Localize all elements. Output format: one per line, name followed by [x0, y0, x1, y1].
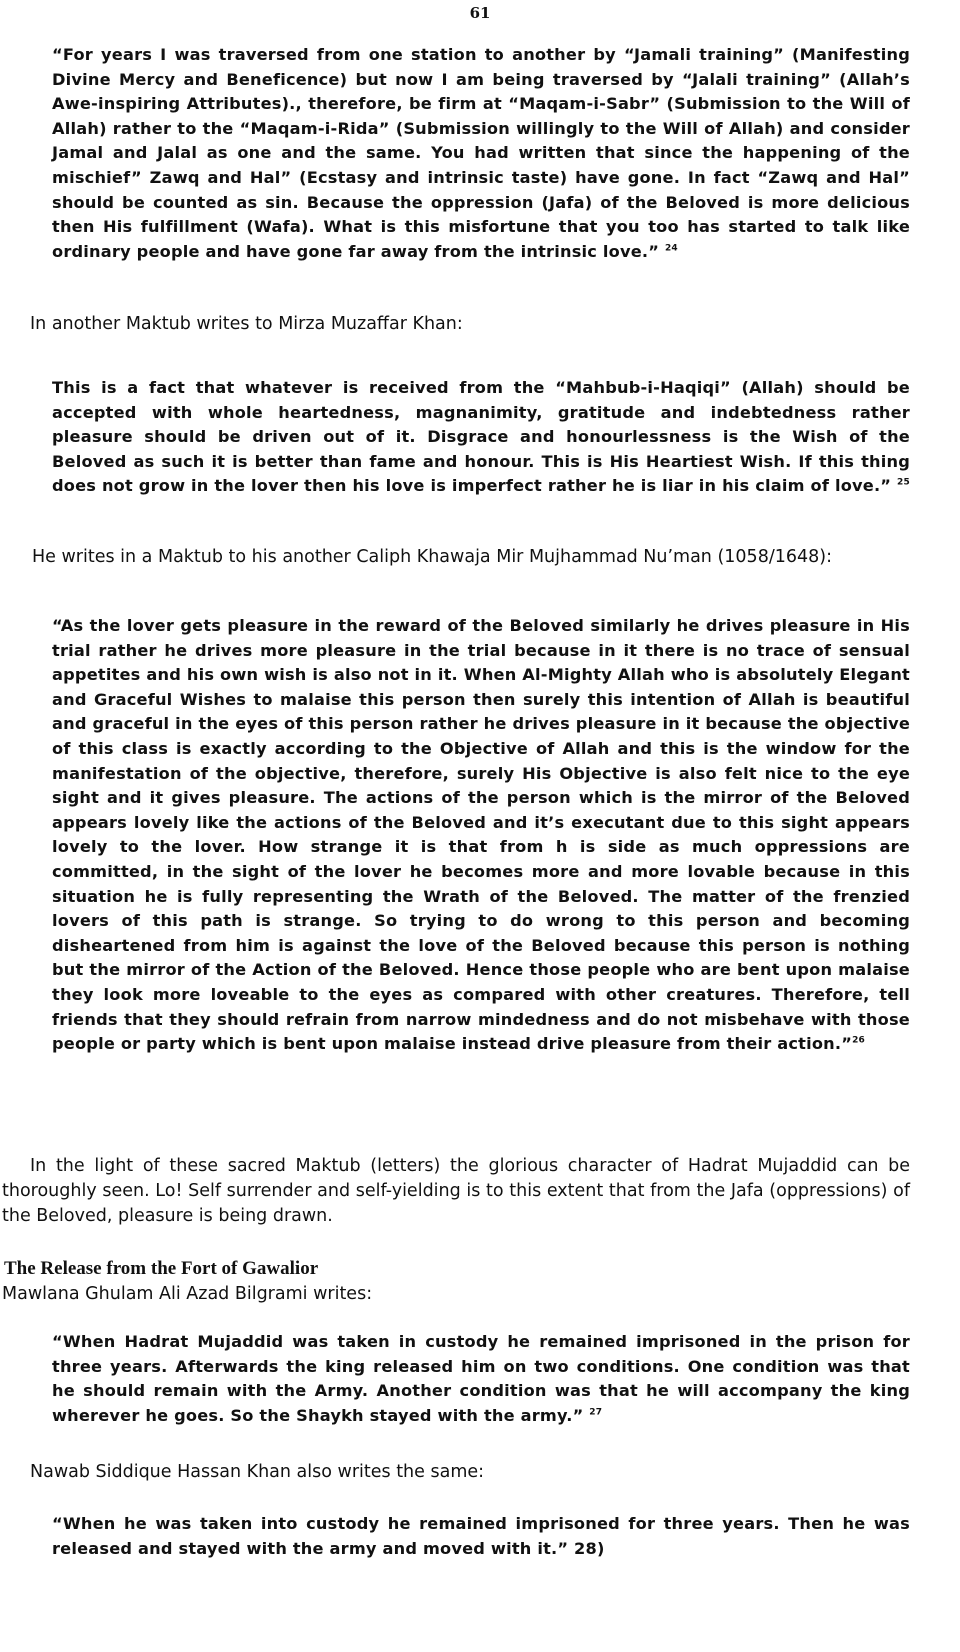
footnote-ref-26: 26 [852, 1035, 865, 1046]
section-heading: The Release from the Fort of Gawalior [4, 1258, 319, 1279]
block-quote-4 [52, 1330, 910, 1428]
paragraph-5: Nawab Siddique Hassan Khan also writes the same: [30, 1462, 485, 1482]
block-quote-2 [52, 376, 910, 499]
footnote-ref-25: 25 [896, 477, 910, 488]
paragraph-3: In the light of these sacred Maktub (letters) the glorious character of Hadrat Mujaddid can be thoroughly seen. Lo! Self surrender and self-yielding is to this extent that from the Jafa (oppressions) of the Beloved, pleasure is being drawn. [2, 1156, 910, 1226]
quote-3-text: “As the lover gets pleasure in the reward of the Beloved similarly he drives pleasure in His trial rather he drives more pleasure in the trial because in it there is no trace of sensual appetites and his own wish is also not in it. When Al-Mighty Allah who is absolutely Elegant and Graceful Wishes to malaise this person then surely this intention of Allah is beautiful and graceful in the eyes of this person rather he drives pleasure in it because the objective of this class is exactly according to the Objective of Allah and this is the window for the manifestation of the objective, therefore, surely His Objective is also felt nice to the eye sight and it gives pleasure. The actions of the person which is the mirror of the Beloved appears lovely like the actions of the Beloved and it’s executant due to this sight appears lovely to the lover. How strange it is that from h is side as much oppressions are committed, in the sight of the lover he becomes more and more lovable because in this situation he is fully representing the Wrath of the Beloved. The matter of the frenzied lovers of this path is strange. So trying to do wrong to this person and becoming disheartened from him is against the love of the Beloved because this person is nothing but the mirror of the Action of the Beloved. Hence those people who are bent upon malaise they look more loveable to the eyes as compared with other creatures. Therefore, tell friends that they should refrain from narrow mindedness and do not misbehave with those people or party which is bent upon malaise instead drive pleasure from their action.” [52, 616, 910, 1054]
paragraph-2: He writes in a Maktub to his another Caliph Khawaja Mir Mujhammad Nu’man (1058/1648): [32, 547, 832, 567]
quote-2-text: This is a fact that whatever is received from the “Mahbub-i-Haqiqi” (Allah) should be accepted with whole heartedness, magnanimity, gratitude and indebtedness rather pleasure should be driven out of it. Disgrace and honourlessness is the Wish of the Beloved as such it is better than fame and honour. This is His Heartiest Wish. If this thing does not grow in the lover then his love is imperfect rather he is liar in his claim of love.” [52, 378, 910, 496]
block-quote-3 [52, 614, 910, 1057]
quote-1-text: “For years I was traversed from one station to another by “Jamali training” (Manifesting Divine Mercy and Beneficence) but now I am being traversed by “Jalali training” (Allah’s Awe-inspiring Attributes)., therefore, be firm at “Maqam-i-Sabr” (Submission to the Will of Allah) rather to the “Maqam-i-Rida” (Submission willingly to the Will of Allah) and consider Jamal and Jalal as one and the same. You had written that since the happening of the mischief” Zawq and Hal” (Ecstasy and intrinsic taste) have gone. In fact “Zawq and Hal” should be counted as sin. Because the oppression (Jafa) of the Beloved is more delicious then His fulfillment (Wafa). What is this misfortune that you too has started to talk like ordinary people and have gone far away from the intrinsic love.” [52, 45, 910, 261]
footnote-ref-27: 27 [589, 1407, 603, 1418]
block-quote-1 [52, 43, 910, 264]
paragraph-4: Mawlana Ghulam Ali Azad Bilgrami writes: [2, 1284, 373, 1304]
paragraph-1: In another Maktub writes to Mirza Muzaffar Khan: [30, 314, 463, 334]
block-quote-5: “When he was taken into custody he remained imprisoned for three years. Then he was released and stayed with the army and moved with it.” 28) [52, 1514, 910, 1558]
quote-4-text: “When Hadrat Mujaddid was taken in custody he remained imprisoned in the prison for three years. Afterwards the king released him on two conditions. One condition was that he should remain with the Army. Another condition was that he will accompany the king wherever he goes. So the Shaykh stayed with the army.” [52, 1332, 910, 1425]
footnote-ref-24: 24 [664, 243, 678, 254]
page-number: 61 [469, 4, 491, 22]
